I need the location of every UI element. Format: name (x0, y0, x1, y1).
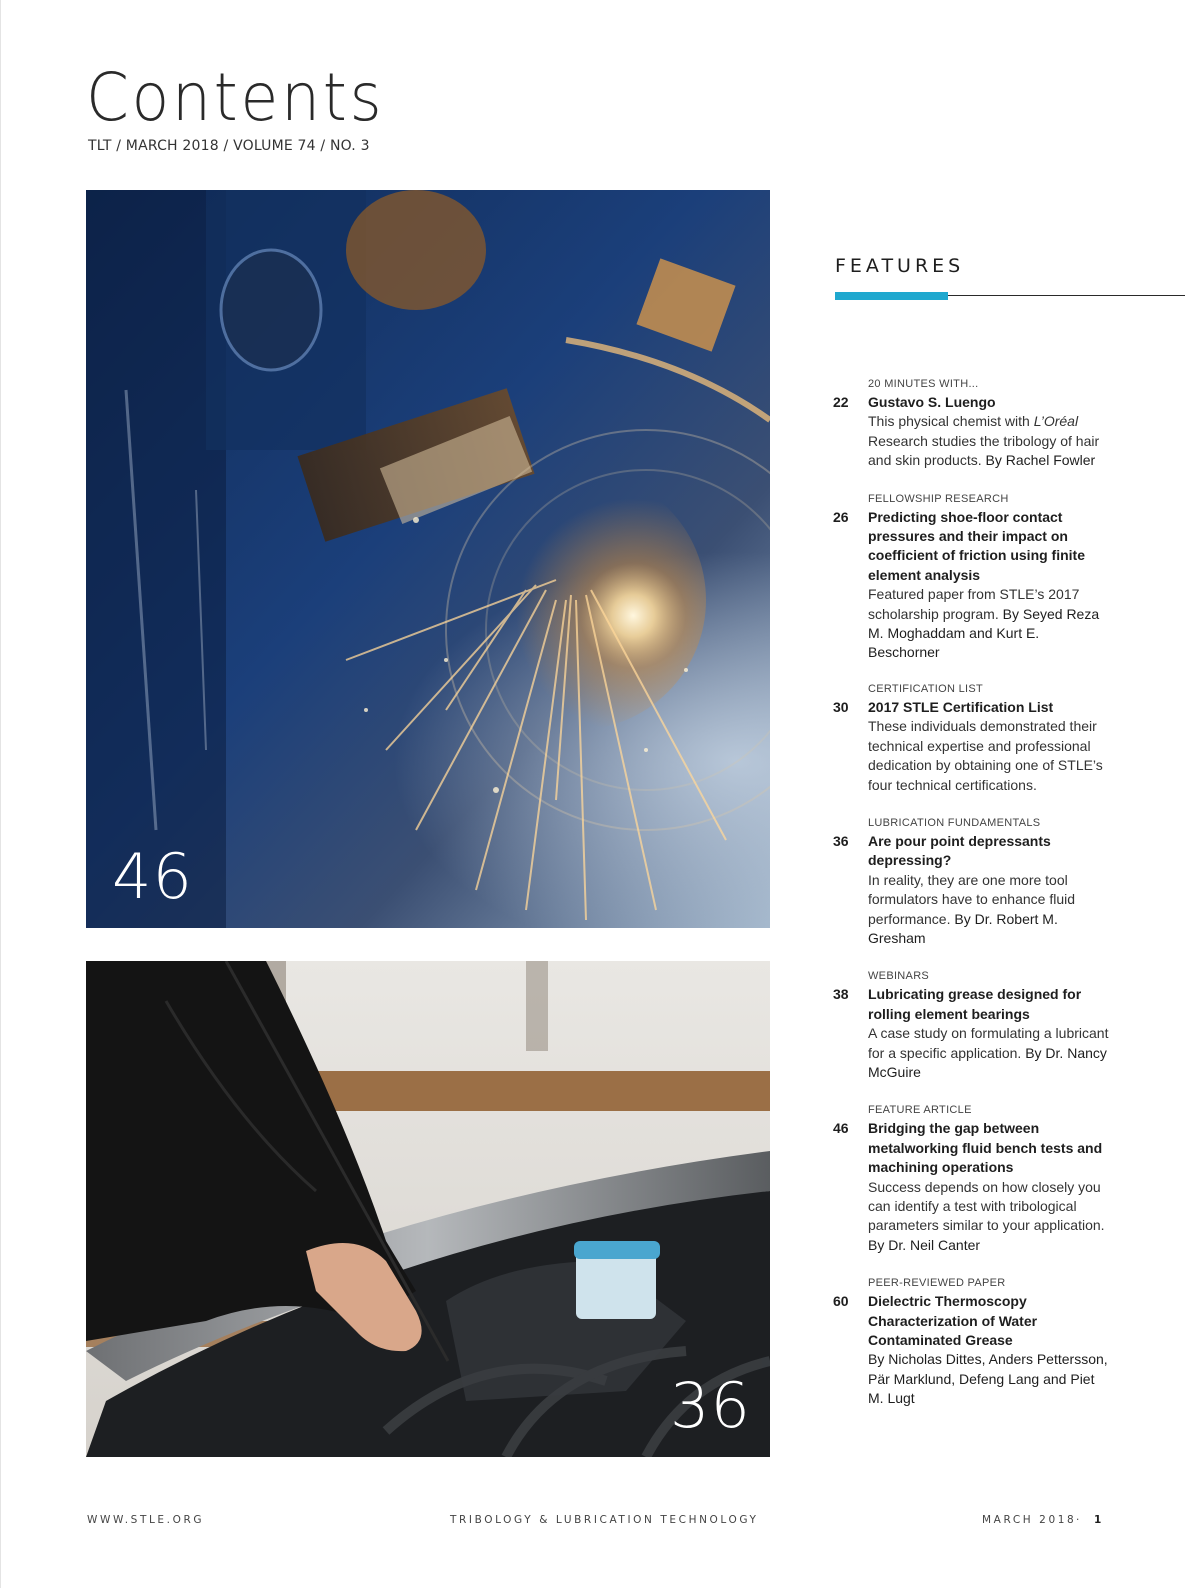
feature-entry[interactable] (832, 681, 1112, 795)
page-edge (0, 0, 1, 1588)
feature-description (868, 871, 1112, 949)
feature-description-text: Featured paper from STLE’s 2017 scholarship program. (868, 586, 1080, 622)
feature-headline[interactable]: Are pour point depressants depressing? (868, 832, 1051, 869)
feature-description (868, 1178, 1112, 1256)
grinding-sparks-image (86, 190, 770, 928)
feature-kicker: PEER-REVIEWED PAPER (868, 1277, 1006, 1290)
feature-entry[interactable] (832, 968, 1112, 1082)
feature-entry[interactable] (832, 815, 1112, 948)
feature-kicker: FEATURE ARTICLE (868, 1104, 972, 1117)
feature-page-number: 22 (833, 394, 849, 410)
feature-byline: By Dr. Nancy McGuire (868, 1044, 1107, 1080)
page-ref-46: 46 (112, 840, 193, 913)
feature-kicker: CERTIFICATION LIST (868, 682, 984, 695)
feature-byline: By Nicholas Dittes, Anders Pettersson, Pär Marklund, Defeng Lang and Piet M. Lugt (868, 1351, 1108, 1407)
feature-headline[interactable]: 2017 STLE Certification List (868, 698, 1054, 715)
issue-info: TLT / MARCH 2018 / VOLUME 74 / NO. 3 (88, 138, 370, 154)
feature-description (868, 585, 1112, 663)
feature-description-text: This physical chemist with (868, 413, 1034, 430)
feature-byline: By Seyed Reza M. Moghaddam and Kurt E. Beschorner (868, 605, 1100, 661)
feature-page-number: 46 (833, 1120, 849, 1137)
engine-dipstick-photo (86, 961, 770, 1457)
footer-website[interactable]: WWW.STLE.ORG (87, 1514, 205, 1526)
feature-description-text: Success depends on how closely you can identify a test with tribological parameters similar to your application. (868, 1178, 1105, 1234)
feature-entry[interactable] (832, 491, 1112, 663)
feature-entry[interactable] (832, 1275, 1112, 1408)
feature-kicker: LUBRICATION FUNDAMENTALS (868, 816, 1041, 829)
grinding-sparks-photo (86, 190, 770, 928)
feature-description-text: A case study on formulating a lubricant for a specific application. (868, 1025, 1109, 1061)
feature-kicker: 20 MINUTES WITH... (868, 378, 979, 390)
engine-dipstick-image (86, 961, 770, 1457)
feature-kicker: WEBINARS (868, 970, 930, 983)
feature-description-text: In reality, they are one more tool formulators have to enhance fluid performance. (868, 871, 1076, 927)
feature-headline[interactable]: Gustavo S. Luengo (868, 394, 996, 410)
feature-byline: By Dr. Neil Canter (868, 1236, 981, 1253)
feature-page-number: 36 (833, 832, 849, 849)
feature-headline[interactable]: Lubricating grease designed for rolling element bearings (868, 986, 1082, 1022)
footer-page-number: 1 (1094, 1514, 1102, 1526)
feature-headline[interactable]: Dielectric Thermoscopy Characterization of Water Contaminated Grease (868, 1293, 1038, 1349)
feature-description (868, 412, 1112, 470)
feature-entry[interactable] (832, 1102, 1112, 1255)
features-accent-bar (835, 292, 948, 300)
feature-entry[interactable] (832, 376, 1112, 471)
feature-byline: By Dr. Robert M. Gresham (868, 910, 1058, 946)
page-title: Contents (86, 59, 385, 136)
feature-description-text-end: Research studies the tribology of hair and skin products. (868, 432, 1100, 469)
page-ref-36: 36 (670, 1369, 751, 1442)
feature-headline[interactable]: Bridging the gap between metalworking fluid bench tests and machining operations (868, 1120, 1103, 1176)
feature-kicker: FELLOWSHIP RESEARCH (868, 492, 1009, 505)
feature-description-text: These individuals demonstrated their technical expertise and professional dedication by obtaining one of STLE’s four technical certifications. (868, 718, 1103, 793)
feature-headline[interactable]: Predicting shoe-floor contact pressures and their impact on coefficient of friction using finite element analysis (868, 508, 1085, 583)
footer-publication: TRIBOLOGY & LUBRICATION TECHNOLOGY (450, 1514, 759, 1526)
feature-description (868, 717, 1112, 795)
feature-byline: By Rachel Fowler (985, 452, 1096, 469)
feature-description (868, 1350, 1112, 1408)
feature-page-number: 26 (833, 508, 849, 525)
features-heading: FEATURES (835, 255, 965, 277)
footer-separator: · (1076, 1514, 1080, 1526)
feature-page-number: 60 (833, 1293, 849, 1310)
feature-page-number: 38 (833, 986, 849, 1003)
feature-page-number: 30 (833, 698, 849, 715)
footer-date: MARCH 2018 (982, 1514, 1077, 1526)
features-list (832, 376, 1112, 1429)
feature-description (868, 1024, 1112, 1082)
feature-description-brand: L’Oréal (1033, 413, 1079, 430)
